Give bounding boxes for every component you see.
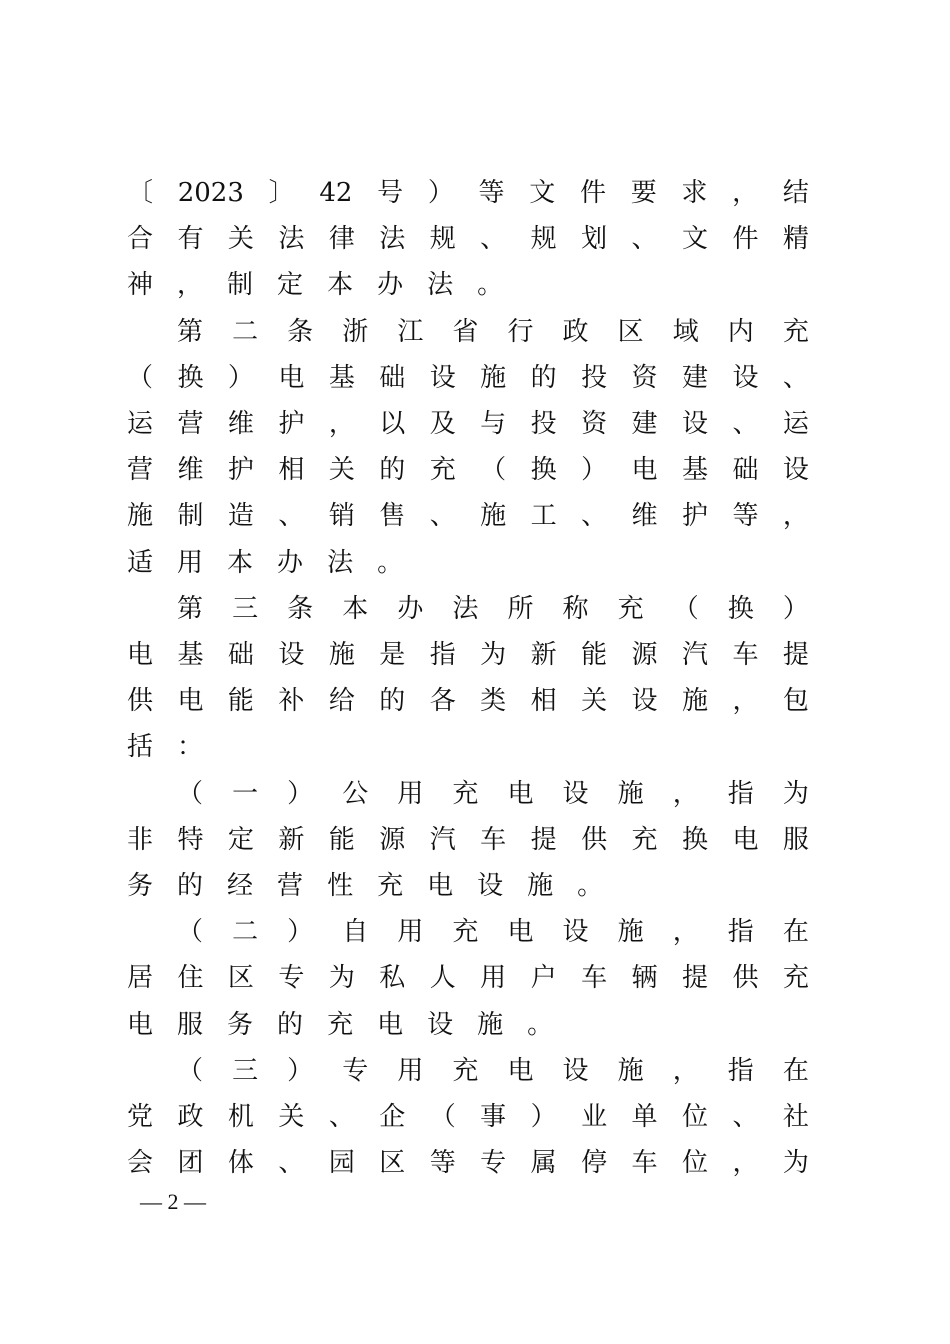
text-line: 党 政 机 关 、 企 （ 事 ） 业 单 位 、 社 bbox=[127, 1102, 809, 1132]
text-line: 供 电 能 补 给 的 各 类 相 关 设 施 ， 包 bbox=[127, 686, 809, 716]
text-line: （ 三 ） 专 用 充 电 设 施 ， 指 在 bbox=[177, 1056, 809, 1086]
text-line: （ 一 ） 公 用 充 电 设 施 ， 指 为 bbox=[177, 779, 809, 809]
text-line: 〔 2023 〕 42 号 ） 等 文 件 要 求 ， 结 bbox=[127, 178, 809, 208]
text-line: 非 特 定 新 能 源 汽 车 提 供 充 换 电 服 bbox=[127, 825, 809, 855]
text-line: 括 ： bbox=[127, 732, 204, 762]
text-line: 务 的 经 营 性 充 电 设 施 。 bbox=[127, 871, 604, 901]
text-line: 合 有 关 法 律 法 规 、 规 划 、 文 件 精 bbox=[127, 224, 809, 254]
text-line: 会 团 体 、 园 区 等 专 属 停 车 位 ， 为 bbox=[127, 1148, 809, 1178]
text-line: 第 二 条 浙 江 省 行 政 区 域 内 充 bbox=[177, 317, 809, 347]
text-line: 运 营 维 护 ， 以 及 与 投 资 建 设 、 运 bbox=[127, 409, 809, 439]
text-line: （ 二 ） 自 用 充 电 设 施 ， 指 在 bbox=[177, 917, 809, 947]
text-line: 电 服 务 的 充 电 设 施 。 bbox=[127, 1010, 554, 1040]
text-line: 电 基 础 设 施 是 指 为 新 能 源 汽 车 提 bbox=[127, 640, 809, 670]
page-number: — 2 — bbox=[140, 1189, 206, 1214]
text-line: （ 换 ） 电 基 础 设 施 的 投 资 建 设 、 bbox=[127, 363, 809, 393]
text-line: 居 住 区 专 为 私 人 用 户 车 辆 提 供 充 bbox=[127, 963, 809, 993]
text-line: 适 用 本 办 法 。 bbox=[127, 548, 404, 578]
text-line: 第 三 条 本 办 法 所 称 充 （ 换 ） bbox=[177, 594, 809, 624]
text-line: 营 维 护 相 关 的 充 （ 换 ） 电 基 础 设 bbox=[127, 455, 809, 485]
text-line: 神 ， 制 定 本 办 法 。 bbox=[127, 270, 504, 300]
text-line: 施 制 造 、 销 售 、 施 工 、 维 护 等 ， bbox=[127, 501, 809, 531]
